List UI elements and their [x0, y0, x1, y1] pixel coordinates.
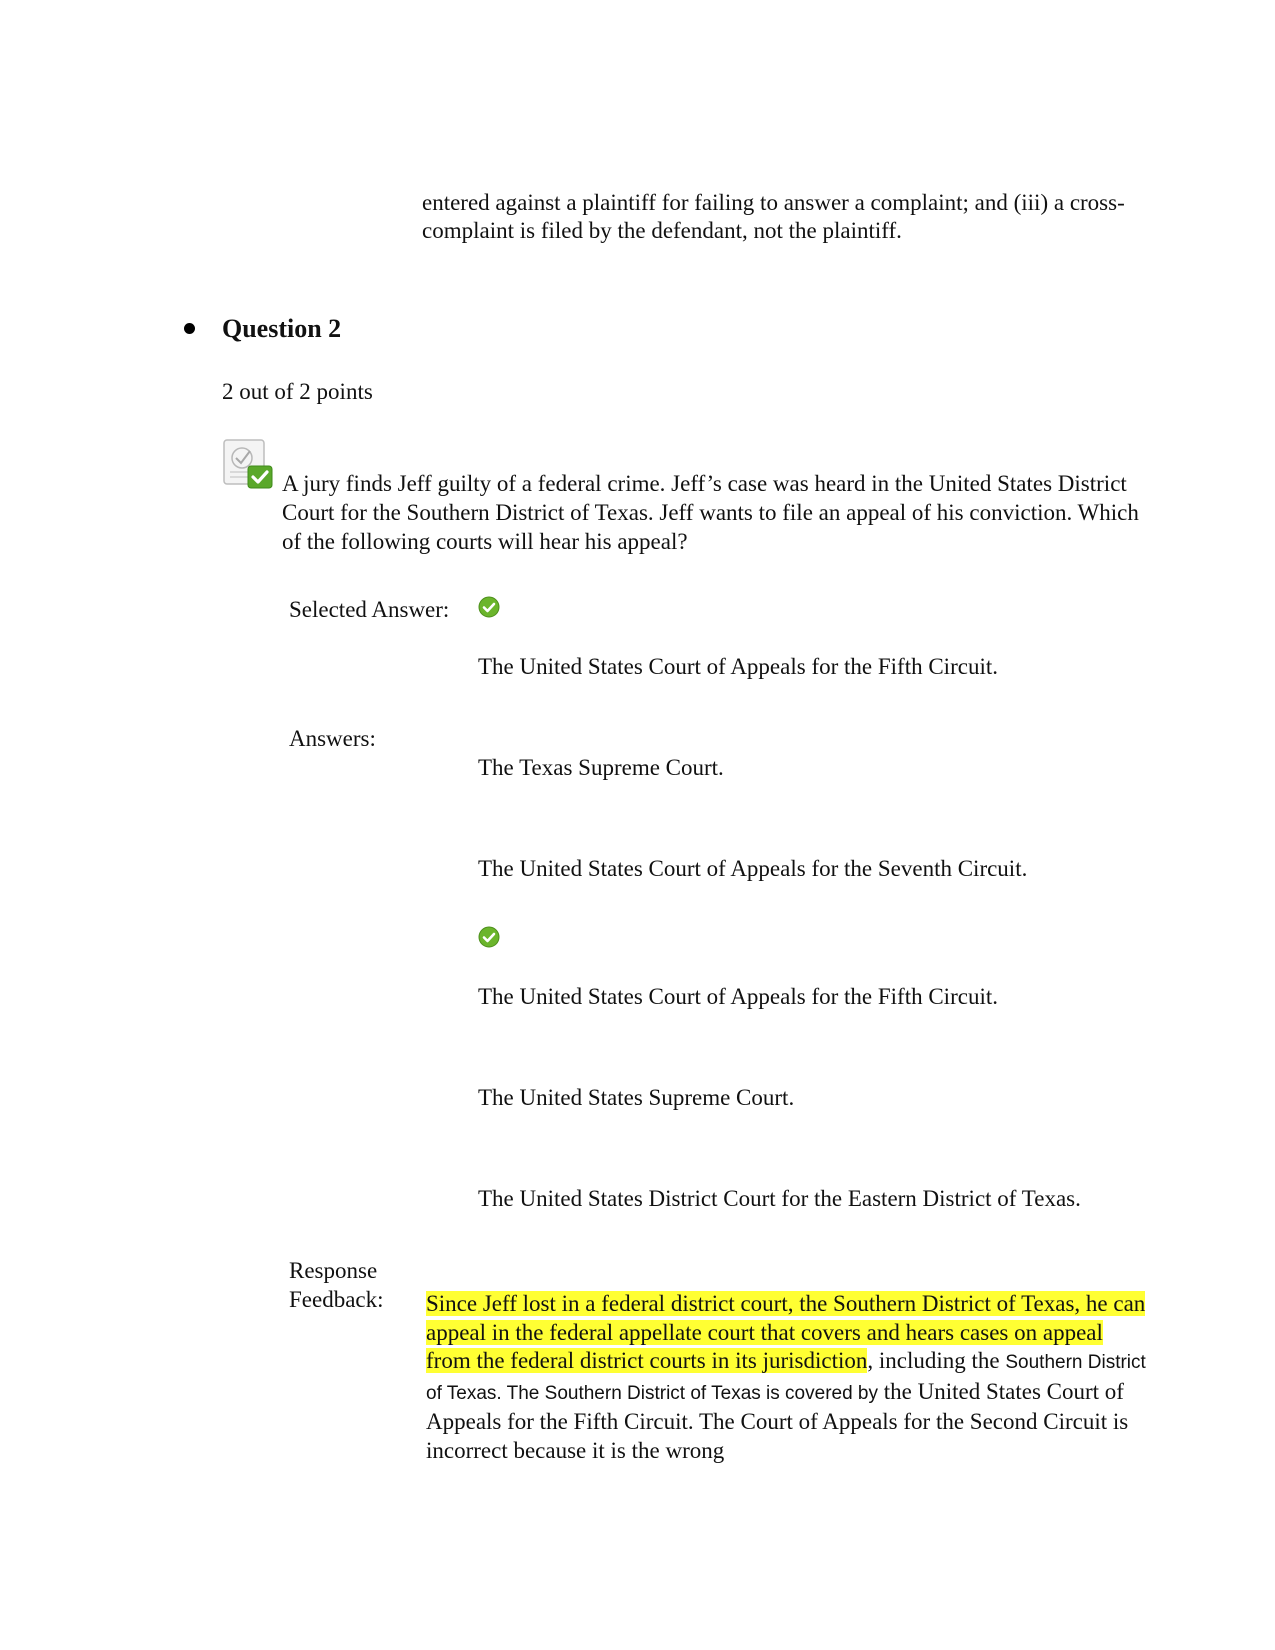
selected-answer-label: Selected Answer: [289, 597, 450, 622]
response-feedback-text [426, 1290, 1146, 1465]
correct-check-icon [478, 596, 500, 618]
answer-option: The United States Supreme Court. [478, 1085, 795, 1110]
feedback-sans-text: Southern District of Texas. The Southern District of Texas is covered by [426, 1352, 1146, 1404]
question-points: 2 out of 2 points [222, 379, 373, 404]
previous-explanation-text: entered against a plaintiff for failing to answer a complaint; and (iii) a cross-complaint is filed by the defendant, not the plaintiff. [422, 190, 1125, 243]
answer-option: The United States District Court for the Eastern District of Texas. [478, 1186, 1081, 1211]
correct-answer-icon [222, 438, 274, 490]
question-text: A jury finds Jeff guilty of a federal crime. Jeff’s case was heard in the United States District Court for the Southern District of Texas. Jeff wants to file an appeal of his conviction. Which of the following courts will hear his appeal? [282, 471, 1139, 554]
feedback-text: , including the [867, 1348, 1000, 1373]
answer-option: The United States Court of Appeals for the Seventh Circuit. [478, 856, 1028, 881]
question-title: Question 2 [222, 314, 342, 343]
feedback-highlighted-text: Since Jeff lost in a federal district court, the Southern District of Texas, he can appeal in the federal appellate court that covers and hears cases on appeal from the federal district courts in its jurisdiction [426, 1291, 1146, 1373]
selected-answer-value: The United States Court of Appeals for the Fifth Circuit. [478, 654, 998, 679]
question-bullet [184, 323, 195, 334]
feedback-label-line2: Feedback: [289, 1287, 384, 1312]
feedback-rest-text: the United States Court of Appeals for the Fifth Circuit. The Court of Appeals for the Second Circuit is incorrect because it is the wrong [426, 1378, 1129, 1463]
answer-option: The Texas Supreme Court. [478, 755, 724, 780]
feedback-label-line1: Response [289, 1258, 378, 1283]
answer-option-correct: The United States Court of Appeals for the Fifth Circuit. [478, 984, 998, 1009]
correct-check-icon [478, 926, 500, 948]
answers-label: Answers: [289, 726, 376, 751]
